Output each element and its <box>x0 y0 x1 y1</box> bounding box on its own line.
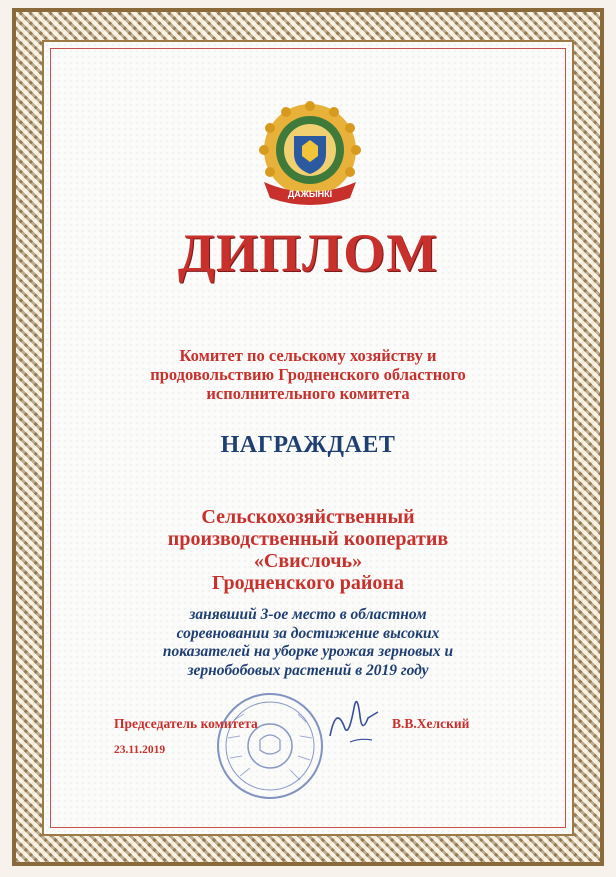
diploma-title: ДИПЛОМ <box>177 223 439 283</box>
reason-line: занявший 3-ое место в областном <box>189 606 427 623</box>
svg-text:ДАЖЫНКІ: ДАЖЫНКІ <box>287 189 333 199</box>
reason-line: зернобобовых растений в 2019 году <box>187 661 429 679</box>
signature-icon <box>320 692 390 752</box>
issuer-name <box>108 346 508 403</box>
issuer-line: Комитет по сельскому хозяйству и <box>179 346 437 365</box>
recipient-line: Гродненского района <box>212 572 404 594</box>
award-reason <box>118 606 498 680</box>
official-stamp-icon <box>214 690 326 802</box>
recipient-name <box>130 506 486 594</box>
recipient-line: «Свислочь» <box>253 550 363 572</box>
dazhynki-emblem-icon <box>246 96 374 218</box>
signatory-role: Председатель комитета <box>114 716 258 731</box>
recipient-line: Сельскохозяйственный <box>201 506 415 528</box>
reason-line: соревновании за достижение высоких <box>176 624 440 642</box>
issuer-line: исполнительного комитета <box>206 384 410 403</box>
issuer-line: продовольствию Гродненского областного <box>150 365 466 384</box>
reason-line: показателей на уборке урожая зерновых и <box>162 643 454 660</box>
signatory-name: В.В.Хелский <box>392 716 470 731</box>
awards-heading: НАГРАЖДАЕТ <box>220 432 396 458</box>
issue-date: 23.11.2019 <box>114 744 166 756</box>
recipient-line: производственный кооператив <box>167 528 449 550</box>
